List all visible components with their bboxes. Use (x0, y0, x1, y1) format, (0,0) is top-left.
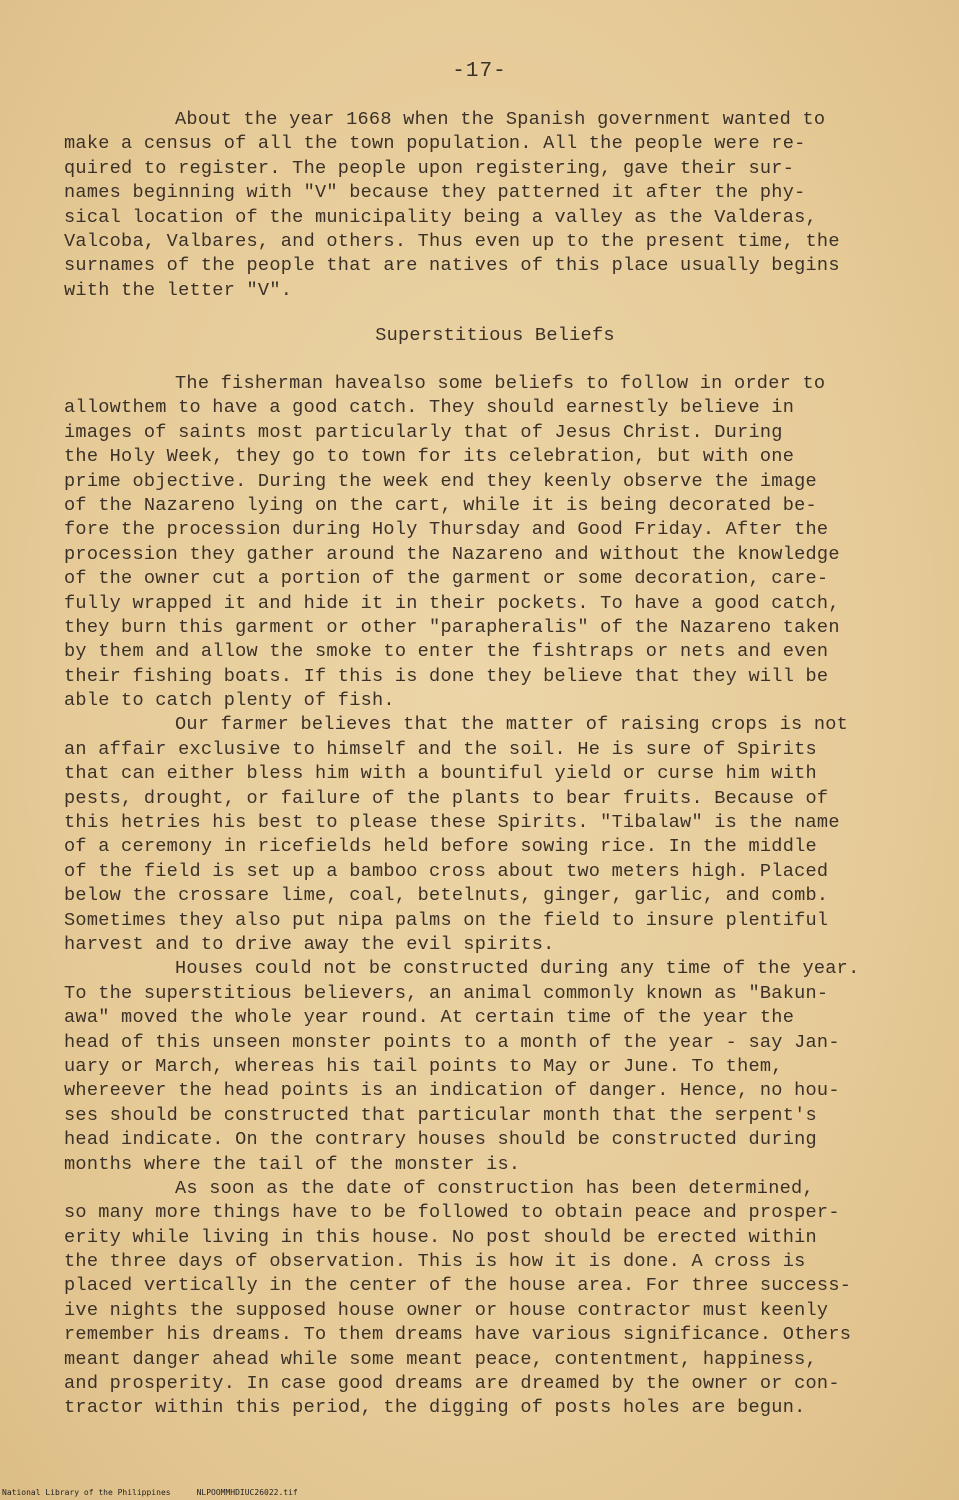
text-line: months where the tail of the monster is. (64, 1153, 521, 1175)
library-credit: National Library of the Philippines (2, 1488, 171, 1497)
text-line: The fisherman havealso some beliefs to follow in order to (175, 373, 826, 394)
text-line: their fishing boats. If this is done they believe that they will be (64, 665, 829, 687)
text-line: meant danger ahead while some meant peace, contentment, happiness, (64, 1348, 817, 1370)
text-line: awa" moved the whole year round. At certain time of the year the (64, 1007, 795, 1029)
text-line: allowthem to have a good catch. They should earnestly believe in (64, 397, 795, 419)
text-line: ses should be constructed that particular month that the serpent's (64, 1104, 817, 1126)
text-line: by them and allow the smoke to enter the fishtraps or nets and even (64, 641, 829, 663)
text-line: sical location of the municipality being a valley as the Valderas, (64, 206, 817, 228)
text-line: of the Nazareno lying on the cart, while it is being decorated be- (64, 494, 817, 516)
text-line: the three days of observation. This is how it is done. A cross is (64, 1251, 806, 1273)
text-line: uary or March, whereas his tail points to May or June. To them, (64, 1055, 783, 1077)
text-line: the Holy Week, they go to town for its celebration, but with one (64, 446, 795, 468)
text-line: able to catch plenty of fish. (64, 690, 395, 712)
text-line: whereever the head points is an indication of danger. Hence, no hou- (64, 1080, 840, 1102)
page-number: -17- (452, 60, 507, 83)
text-line: fully wrapped it and hide it in their pockets. To have a good catch, (64, 592, 840, 614)
scan-filename: NLPOOMMHDIUC26022.tif (196, 1488, 298, 1497)
text-line: images of saints most particularly that of Jesus Christ. During (64, 421, 783, 443)
text-line: remember his dreams. To them dreams have various significance. Others (64, 1324, 852, 1346)
text-line: of the owner cut a portion of the garment or some decoration, care- (64, 568, 829, 590)
text-line: placed vertically in the center of the house area. For three success- (64, 1275, 852, 1297)
text-line: below the crossare lime, coal, betelnuts, ginger, garlic, and comb. (64, 885, 829, 907)
text-line: and prosperity. In case good dreams are dreamed by the owner or con- (64, 1373, 840, 1395)
text-line: head indicate. On the contrary houses should be constructed during (64, 1129, 817, 1151)
text-line: an affair exclusive to himself and the soil. He is sure of Spirits (64, 738, 817, 760)
text-line: head of this unseen monster points to a month of the year - say Jan- (64, 1031, 840, 1053)
scan-footer (2, 1488, 324, 1498)
intro-paragraph (64, 108, 902, 303)
text-line: erity while living in this house. No post should be erected within (64, 1226, 817, 1248)
text-line: so many more things have to be followed to obtain peace and prosper- (64, 1202, 840, 1224)
text-line: procession they gather around the Nazareno and without the knowledge (64, 543, 840, 565)
text-line: quired to register. The people upon registering, gave their sur- (64, 157, 795, 179)
text-line: with the letter "V". (64, 279, 293, 301)
section-heading: Superstitious Beliefs (375, 325, 615, 346)
text-line: ive nights the supposed house owner or house contractor must keenly (64, 1299, 829, 1321)
text-line: Our farmer believes that the matter of raising crops is not (175, 714, 849, 736)
text-line: Valcoba, Valbares, and others. Thus even up to the present time, the (64, 230, 840, 252)
text-line: of the field is set up a bamboo cross about two meters high. Placed (64, 860, 829, 882)
text-line: this hetries his best to please these Spirits. "Tibalaw" is the name (64, 812, 840, 834)
text-line: pests, drought, or failure of the plants to bear fruits. Because of (64, 787, 829, 809)
text-line: To the superstitious believers, an animal commonly known as "Bakun- (64, 982, 829, 1004)
text-line: tractor within this period, the digging of posts holes are begun. (64, 1397, 806, 1419)
text-line: they burn this garment or other "parapheralis" of the Nazareno taken (64, 616, 840, 638)
text-line: make a census of all the town population. All the people were re- (64, 133, 806, 155)
text-line: harvest and to drive away the evil spirits. (64, 933, 555, 955)
text-line: that can either bless him with a bountiful yield or curse him with (64, 763, 817, 785)
text-line: of a ceremony in ricefields held before sowing rice. In the middle (64, 836, 817, 858)
text-line: As soon as the date of construction has been determined, (175, 1177, 814, 1199)
text-line: fore the procession during Holy Thursday and Good Friday. After the (64, 519, 829, 541)
text-line: prime objective. During the week end they keenly observe the image (64, 470, 817, 492)
text-line: About the year 1668 when the Spanish government wanted to (175, 109, 826, 130)
text-line: names beginning with "V" because they patterned it after the phy- (64, 182, 806, 204)
text-line: Sometimes they also put nipa palms on the field to insure plentiful (64, 909, 829, 931)
text-line: Houses could not be constructed during any time of the year. (175, 958, 860, 980)
text-line: surnames of the people that are natives of this place usually begins (64, 255, 840, 277)
superstitions-body (64, 372, 902, 1421)
